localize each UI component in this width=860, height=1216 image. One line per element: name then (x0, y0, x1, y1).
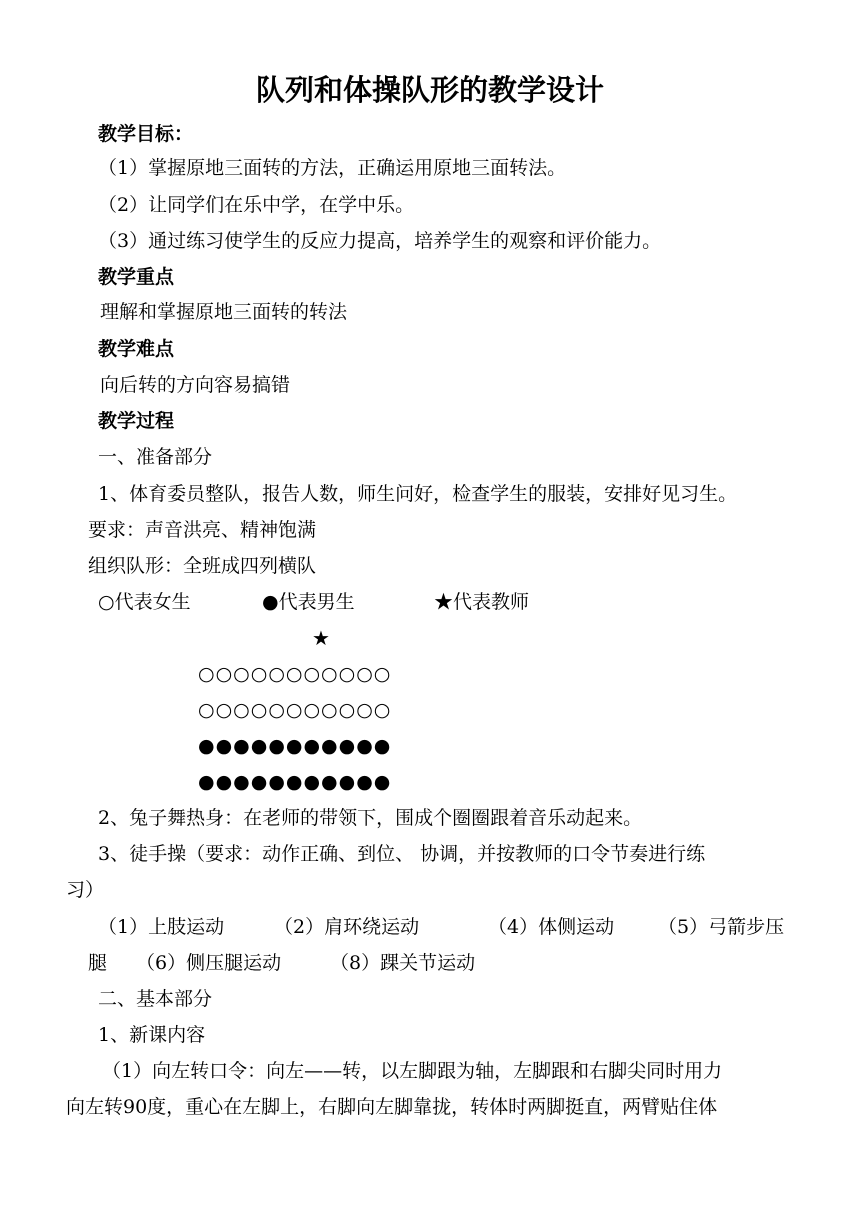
legend-teacher: ★代表教师 (434, 591, 530, 613)
subsection-heading: 1、新课内容 (98, 1024, 206, 1046)
exercise-item: 腿 (88, 952, 108, 974)
legend-girl: ○代表女生 (98, 591, 191, 613)
legend-boy: ●代表男生 (262, 591, 355, 613)
paragraph: 习） (66, 879, 105, 901)
objectives-heading: 教学目标： (98, 123, 194, 145)
legend (98, 590, 529, 614)
requirement-text: 要求：声音洪亮、精神饱满 (88, 519, 317, 541)
difficulty-text: 向后转的方向容易搞错 (100, 374, 291, 396)
page-title: 队列和体操队形的教学设计 (255, 73, 604, 107)
paragraph: 向左转90度，重心在左脚上，右脚向左脚靠拢，转体时两脚挺直，两臂贴住体 (66, 1096, 718, 1118)
difficulty-heading: 教学难点 (98, 338, 175, 360)
formation-row-boys: ●●●●●●●●●●● (198, 735, 392, 757)
exercise-list (88, 951, 475, 975)
exercise-item: （2）肩环绕运动 (274, 916, 420, 938)
keypoint-text: 理解和掌握原地三面转的转法 (100, 301, 348, 323)
formation-row-boys: ●●●●●●●●●●● (198, 771, 392, 793)
exercise-item: （1）上肢运动 (98, 916, 225, 938)
exercise-list (98, 915, 784, 939)
objective-item: （3）通过练习使学生的反应力提高，培养学生的观察和评价能力。 (98, 230, 662, 252)
section-heading: 二、基本部分 (98, 988, 213, 1010)
exercise-item: （6）侧压腿运动 (136, 952, 282, 974)
keypoint-heading: 教学重点 (98, 266, 175, 288)
paragraph: 2、兔子舞热身：在老师的带领下，围成个圈圈跟着音乐动起来。 (98, 807, 643, 829)
formation-text: 组织队形：全班成四列横队 (88, 555, 317, 577)
exercise-item: （5）弓箭步压 (658, 916, 785, 938)
paragraph: （1）向左转口令：向左——转，以左脚跟为轴，左脚跟和右脚尖同时用力 (102, 1060, 723, 1082)
section-heading: 一、准备部分 (98, 446, 213, 468)
paragraph: 3、徒手操（要求：动作正确、到位、 协调，并按教师的口令节奏进行练 (98, 843, 706, 865)
objective-item: （1）掌握原地三面转的方法，正确运用原地三面转法。 (98, 157, 567, 179)
process-heading: 教学过程 (98, 410, 175, 432)
objective-item: （2）让同学们在乐中学，在学中乐。 (98, 194, 415, 216)
exercise-item: （4）体侧运动 (488, 916, 615, 938)
formation-row-girls: ○○○○○○○○○○○ (198, 663, 392, 685)
formation-row-girls: ○○○○○○○○○○○ (198, 699, 392, 721)
paragraph: 1、体育委员整队，报告人数，师生问好，检查学生的服装，安排好见习生。 (98, 483, 738, 505)
teacher-star-icon: ★ (312, 626, 330, 650)
exercise-item: （8）踝关节运动 (330, 952, 476, 974)
